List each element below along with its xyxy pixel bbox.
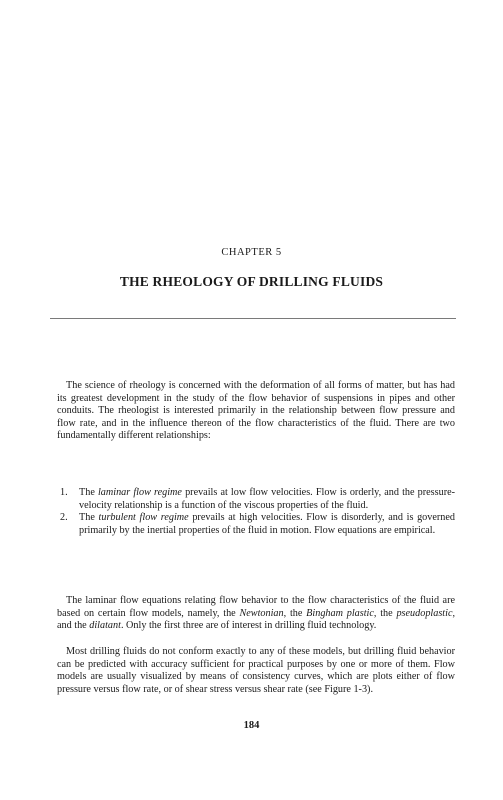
- page-number: 184: [243, 720, 260, 731]
- list-item-lead: The: [79, 487, 98, 498]
- title-divider: [50, 318, 456, 319]
- paragraph-text: , the: [283, 607, 307, 619]
- list-item-term: laminar flow regime: [97, 487, 182, 498]
- list-item: [57, 487, 455, 512]
- list-item-number: 1.: [60, 487, 68, 498]
- paragraph-text: , the: [373, 607, 397, 619]
- list-item: [57, 512, 455, 537]
- list-item-lead: The: [79, 512, 99, 524]
- model-bingham-plastic: Bingham plastic: [306, 607, 374, 619]
- paragraph-text: . Only the first three are of interest in drilling fluid technology.: [120, 620, 377, 632]
- consistency-curves-paragraph: Most drilling fluids do not conform exactly to any of these models, but drilling fluid behavior can be predicted with accuracy sufficient for practical purposes by one or more of them. Flow models are usually visualized by means of consistency curves, which are plots either of flow pressure versus flow rate, or of shear stress versus shear rate (see Figure 1-3).: [57, 646, 455, 695]
- model-pseudoplastic: pseudoplastic: [396, 607, 453, 619]
- list-item-term: turbulent flow regime: [98, 512, 189, 524]
- model-dilatant: dilatant: [89, 620, 121, 632]
- list-item-text: prevails at high velocities. Flow is disorderly, and is governed primarily by the inertial properties of the fluid in motion. Flow equations are empirical.: [79, 512, 455, 536]
- flow-models-paragraph: [57, 595, 455, 633]
- intro-paragraph: The science of rheology is concerned with the deformation of all forms of matter, but has had its greatest development in the study of the flow behavior of suspensions in pipes and other conduits. The rheologist is interested primarily in the relationship between flow pressure and flow rate, and in the influence thereon of the flow characteristics of the fluid. There are two fundamentally different relationships:: [57, 380, 455, 442]
- model-newtonian: Newtonian: [239, 607, 284, 619]
- chapter-label: CHAPTER 5: [221, 247, 282, 258]
- paragraph-text: , and the: [57, 607, 456, 632]
- flow-regime-list: [57, 487, 455, 537]
- chapter-title: THE RHEOLOGY OF DRILLING FLUIDS: [119, 274, 384, 289]
- paragraph-text: The laminar flow equations relating flow behavior to the flow characteristics of the fluid are based on certain flow models, namely, the: [57, 595, 455, 619]
- list-item-text: prevails at low flow velocities. Flow is orderly, and the pressure-velocity relationship is a function of the viscous properties of the fluid.: [79, 487, 455, 511]
- list-item-number: 2.: [60, 512, 68, 524]
